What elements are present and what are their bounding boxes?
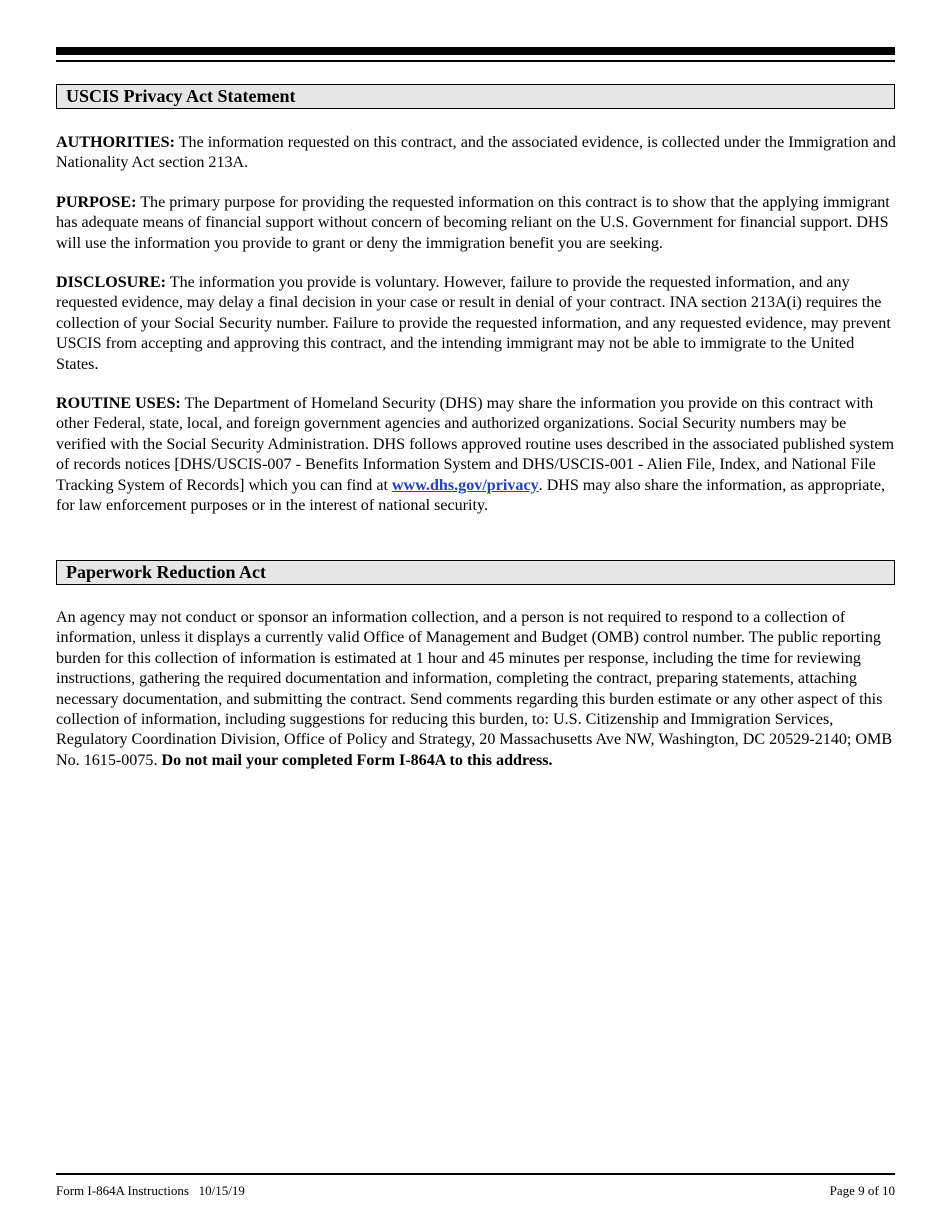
- footer-page-number: Page 9 of 10: [829, 1183, 895, 1198]
- authorities-text: The information requested on this contract, and the associated evidence, is collected under the Immigration and Nationality Act section 213A.: [56, 134, 896, 172]
- top-rule-thin: [56, 60, 895, 62]
- paperwork-reduction-act-header: Paperwork Reduction Act: [56, 560, 895, 585]
- purpose-text: The primary purpose for providing the requested information on this contract is to show that the applying immigrant has adequate means of financial support without concern of becoming reliant on the U.S. Government for financial support. DHS will use the information you provide to grant or deny the immigration benefit you are seeking.: [56, 194, 890, 252]
- disclosure-label: DISCLOSURE:: [56, 274, 167, 291]
- top-rule-thick: [56, 47, 895, 55]
- dhs-privacy-link[interactable]: www.dhs.gov/privacy: [391, 476, 539, 494]
- routine-uses-paragraph: [56, 394, 896, 516]
- privacy-act-header: USCIS Privacy Act Statement: [56, 84, 895, 109]
- paperwork-text: An agency may not conduct or sponsor an information collection, and a person is not required to respond to a collection of information, unless it displays a currently valid Office of Management and Budget (OMB) control number. The public reporting burden for this collection of information is estimated at 1 hour and 45 minutes per response, including the time for reviewing instructions, gathering the required documentation and information, completing the contract, preparing statements, attaching necessary documentation, and submitting the contract. Send comments regarding this burden estimate or any other aspect of this collection of information, including suggestions for reducing this burden, to: U.S. Citizenship and Immigration Services, Regulatory Coordination Division, Office of Policy and Strategy, 20 Massachusetts Ave NW, Washington, DC 20529-2140; OMB No. 1615-0075.: [56, 609, 893, 769]
- footer-form-label: Form I-864A Instructions 10/15/19: [56, 1183, 245, 1198]
- routine-uses-text-before-link: The Department of Homeland Security (DHS) may share the information you provide on this contract with other Federal, state, local, and foreign government agencies and authorized organizations. Social Security numbers may be verified with the Social Security Administration. DHS follows approved routine uses described in the associated published system of records notices [DHS/USCIS-007 - Benefits Information System and DHS/USCIS-001 - Alien File, Index, and National File Tracking System of Records] which you can find at: [56, 395, 895, 494]
- purpose-label: PURPOSE:: [56, 194, 137, 211]
- authorities-paragraph: [56, 133, 896, 174]
- footer-rule: [56, 1173, 895, 1175]
- disclosure-paragraph: [56, 273, 896, 375]
- paperwork-paragraph: [56, 608, 896, 771]
- purpose-paragraph: [56, 193, 896, 254]
- paperwork-bold-notice: Do not mail your completed Form I-864A to this address.: [161, 751, 553, 769]
- authorities-label: AUTHORITIES:: [56, 134, 175, 151]
- routine-uses-label: ROUTINE USES:: [56, 395, 181, 412]
- routine-uses-text-after-link: . DHS may also share the information, as appropriate, for law enforcement purposes or in the interest of national security.: [56, 476, 886, 515]
- disclosure-text: The information you provide is voluntary. However, failure to provide the requested information, and any requested evidence, may delay a final decision in your case or result in denial of your contract. INA section 213A(i) requires the collection of your Social Security number. Failure to provide the requested information, and any requested evidence, may prevent USCIS from accepting and approving this contract, and the intending immigrant may not be able to immigrate to the United States.: [56, 274, 891, 373]
